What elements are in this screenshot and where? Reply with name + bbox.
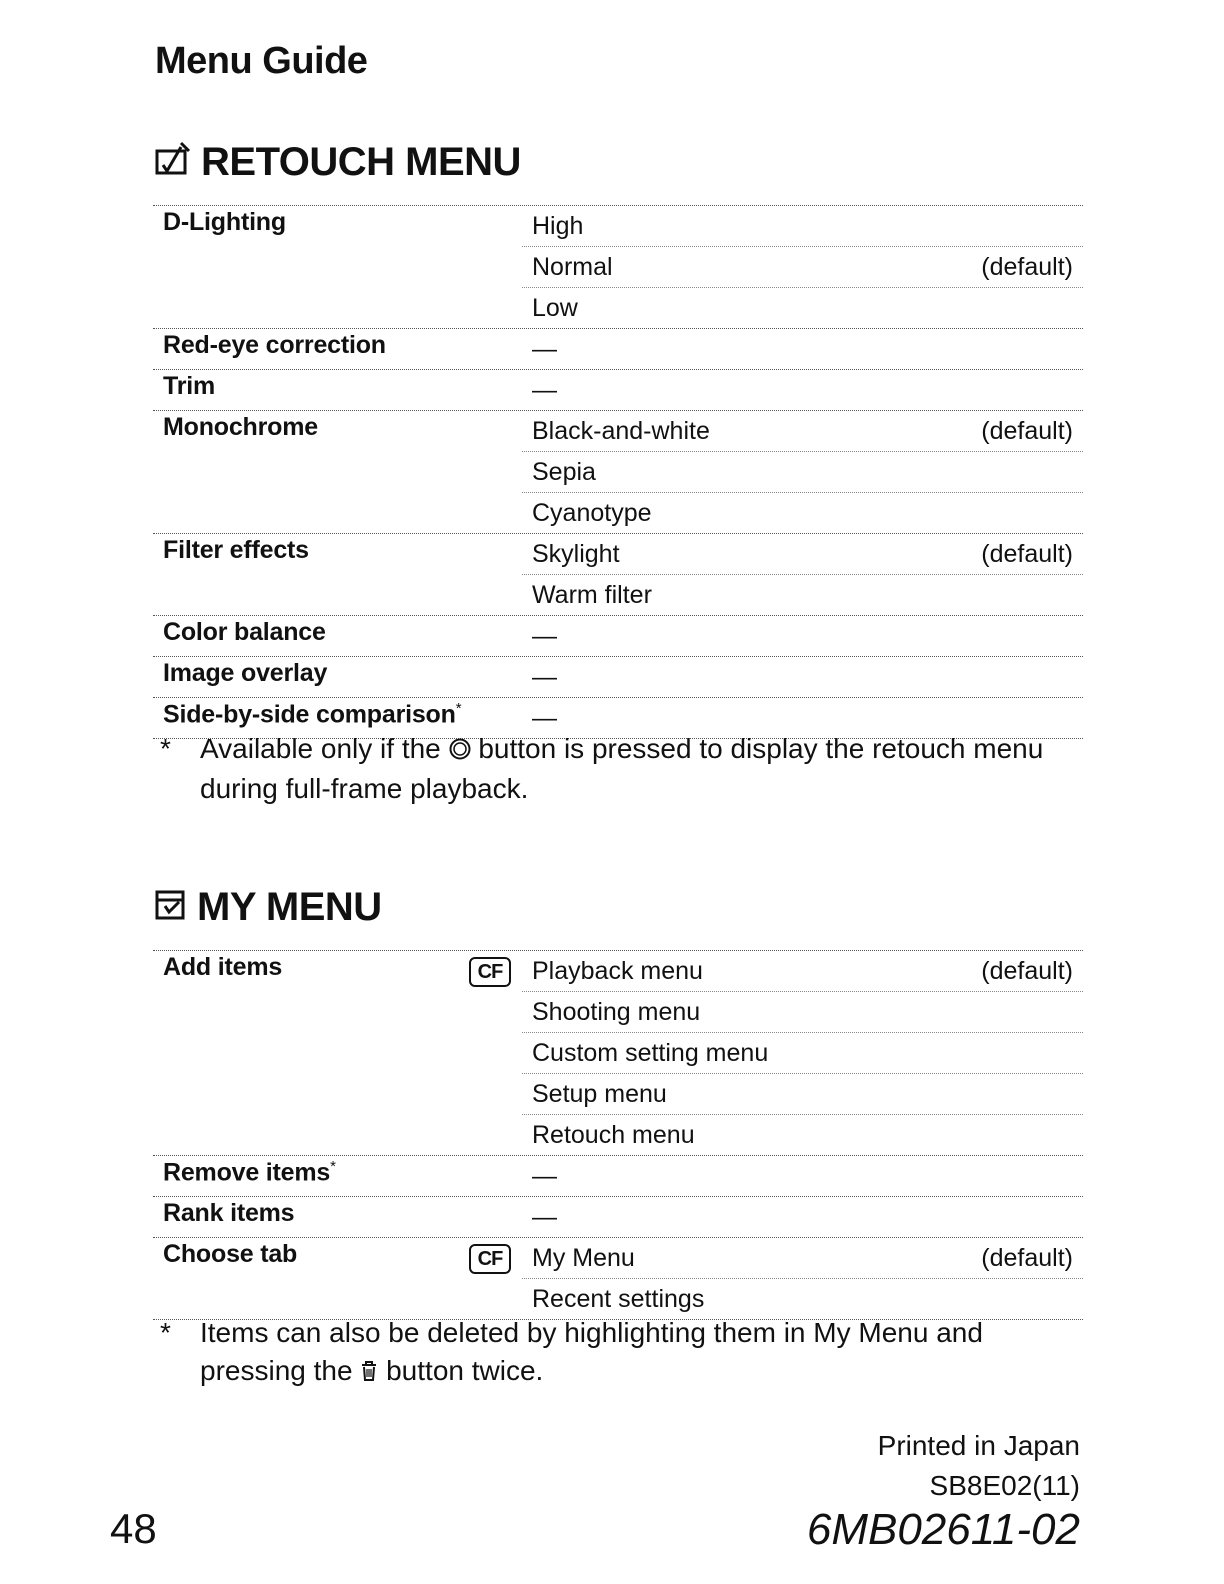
menu-item-name bbox=[163, 1199, 294, 1228]
printed-in-label: Printed in Japan bbox=[877, 1430, 1080, 1461]
footnote-marker: * bbox=[455, 700, 462, 717]
option-list bbox=[522, 1197, 1083, 1237]
option-label: — bbox=[532, 622, 557, 650]
option-label: Setup menu bbox=[532, 1080, 667, 1108]
option-list bbox=[522, 616, 1083, 656]
cf-card-icon: CF bbox=[469, 957, 511, 987]
option-label: Skylight bbox=[532, 540, 620, 568]
option-item bbox=[522, 534, 1083, 574]
option-label: Normal bbox=[532, 253, 613, 281]
option-item bbox=[522, 1197, 1083, 1237]
option-label: — bbox=[532, 704, 557, 732]
default-marker: (default) bbox=[981, 540, 1073, 568]
option-label: My Menu bbox=[532, 1244, 635, 1272]
option-item bbox=[522, 1032, 1083, 1073]
option-label: Low bbox=[532, 294, 578, 322]
option-label: — bbox=[532, 663, 557, 691]
table-row bbox=[153, 1237, 1083, 1320]
menu-item-label: Image overlay bbox=[163, 659, 328, 687]
option-label: Sepia bbox=[532, 458, 596, 486]
page-title: Menu Guide bbox=[155, 40, 368, 82]
my-menu-title: MY MENU bbox=[197, 885, 382, 929]
option-list bbox=[522, 411, 1083, 533]
my-menu-footnote bbox=[160, 1314, 1080, 1392]
footnote-text-start: Available only if the bbox=[200, 733, 441, 764]
option-list bbox=[522, 206, 1083, 328]
ok-button-icon bbox=[449, 732, 471, 770]
footnote-marker: * bbox=[330, 1158, 336, 1175]
option-item bbox=[522, 616, 1083, 656]
option-item bbox=[522, 329, 1083, 369]
option-list bbox=[522, 370, 1083, 410]
option-label: — bbox=[532, 1162, 557, 1190]
menu-item-label: Add items bbox=[163, 953, 283, 981]
menu-item-name bbox=[163, 372, 215, 401]
option-list bbox=[522, 951, 1083, 1155]
retouch-menu-title: RETOUCH MENU bbox=[201, 140, 521, 184]
option-label: — bbox=[532, 1203, 557, 1231]
option-item bbox=[522, 1278, 1083, 1319]
menu-item-name bbox=[163, 1158, 336, 1187]
footnote-marker: * bbox=[160, 1317, 171, 1348]
option-item bbox=[522, 451, 1083, 492]
menu-item-label: Trim bbox=[163, 372, 215, 400]
option-list bbox=[522, 1238, 1083, 1319]
option-item bbox=[522, 991, 1083, 1032]
menu-item-name bbox=[163, 536, 309, 565]
option-label: Cyanotype bbox=[532, 499, 652, 527]
table-row bbox=[153, 328, 1083, 369]
option-item bbox=[522, 574, 1083, 615]
cf-card-icon: CF bbox=[469, 1244, 511, 1274]
menu-item-label: Color balance bbox=[163, 618, 326, 646]
retouch-footnote bbox=[160, 730, 1060, 808]
retouch-menu-heading bbox=[155, 140, 521, 185]
option-list bbox=[522, 657, 1083, 697]
default-marker: (default) bbox=[981, 417, 1073, 445]
menu-item-label: Choose tab bbox=[163, 1240, 298, 1268]
page-number: 48 bbox=[110, 1505, 157, 1552]
option-label: Playback menu bbox=[532, 957, 703, 985]
option-item bbox=[522, 206, 1083, 246]
my-menu-table bbox=[153, 950, 1083, 1320]
option-label: — bbox=[532, 376, 557, 404]
menu-item-name bbox=[163, 659, 327, 688]
table-row bbox=[153, 205, 1083, 328]
option-item bbox=[522, 951, 1083, 991]
option-item bbox=[522, 246, 1083, 287]
option-list bbox=[522, 534, 1083, 615]
option-item bbox=[522, 492, 1083, 533]
option-label: — bbox=[532, 335, 557, 363]
menu-item-name bbox=[163, 953, 282, 982]
table-row bbox=[153, 1155, 1083, 1196]
menu-item-name bbox=[163, 1240, 297, 1269]
table-row bbox=[153, 950, 1083, 1155]
retouch-menu-icon bbox=[155, 140, 191, 185]
menu-item-label: Rank items bbox=[163, 1199, 295, 1227]
trash-button-icon bbox=[360, 1354, 378, 1392]
my-menu-icon bbox=[155, 885, 187, 930]
default-marker: (default) bbox=[981, 1244, 1073, 1272]
option-item bbox=[522, 287, 1083, 328]
sb-code: SB8E02(11) bbox=[929, 1470, 1080, 1501]
menu-item-label: Red-eye correction bbox=[163, 331, 386, 359]
default-marker: (default) bbox=[981, 253, 1073, 281]
option-item bbox=[522, 657, 1083, 697]
menu-item-label: Monochrome bbox=[163, 413, 318, 441]
menu-item-label: Filter effects bbox=[163, 536, 309, 564]
default-marker: (default) bbox=[981, 957, 1073, 985]
retouch-menu-table bbox=[153, 205, 1083, 739]
option-label: Shooting menu bbox=[532, 998, 701, 1026]
footnote-text-end: button is pressed to display the retouch menu during full-frame playback. bbox=[200, 733, 1044, 804]
footnote-marker: * bbox=[160, 733, 171, 764]
table-row bbox=[153, 533, 1083, 615]
menu-item-label: Side-by-side comparison bbox=[163, 700, 456, 729]
table-row bbox=[153, 410, 1083, 533]
document-code: 6MB02611-02 bbox=[806, 1505, 1080, 1554]
table-row bbox=[153, 656, 1083, 697]
option-label: Recent settings bbox=[532, 1285, 705, 1313]
table-row bbox=[153, 615, 1083, 656]
option-list bbox=[522, 1156, 1083, 1196]
menu-item-name bbox=[163, 331, 386, 360]
option-label: Custom setting menu bbox=[532, 1039, 769, 1067]
my-menu-heading bbox=[155, 885, 382, 930]
menu-item-name bbox=[163, 618, 326, 647]
option-label: Retouch menu bbox=[532, 1121, 695, 1149]
option-item bbox=[522, 370, 1083, 410]
menu-item-name bbox=[163, 208, 286, 237]
menu-item-name bbox=[163, 700, 461, 729]
option-label: Black-and-white bbox=[532, 417, 710, 445]
footnote-text-end: button twice. bbox=[386, 1355, 544, 1386]
table-row bbox=[153, 369, 1083, 410]
table-row bbox=[153, 1196, 1083, 1237]
option-item bbox=[522, 1238, 1083, 1278]
option-item bbox=[522, 1156, 1083, 1196]
option-item bbox=[522, 1073, 1083, 1114]
footnote-text-start: Items can also be deleted by highlighting them in My Menu and pressing the bbox=[200, 1317, 983, 1386]
option-item bbox=[522, 1114, 1083, 1155]
option-label: Warm filter bbox=[532, 581, 652, 609]
menu-item-label: Remove items bbox=[163, 1158, 331, 1187]
option-label: High bbox=[532, 212, 584, 240]
option-list bbox=[522, 329, 1083, 369]
menu-item-name bbox=[163, 413, 318, 442]
option-item bbox=[522, 411, 1083, 451]
menu-item-label: D-Lighting bbox=[163, 208, 286, 236]
